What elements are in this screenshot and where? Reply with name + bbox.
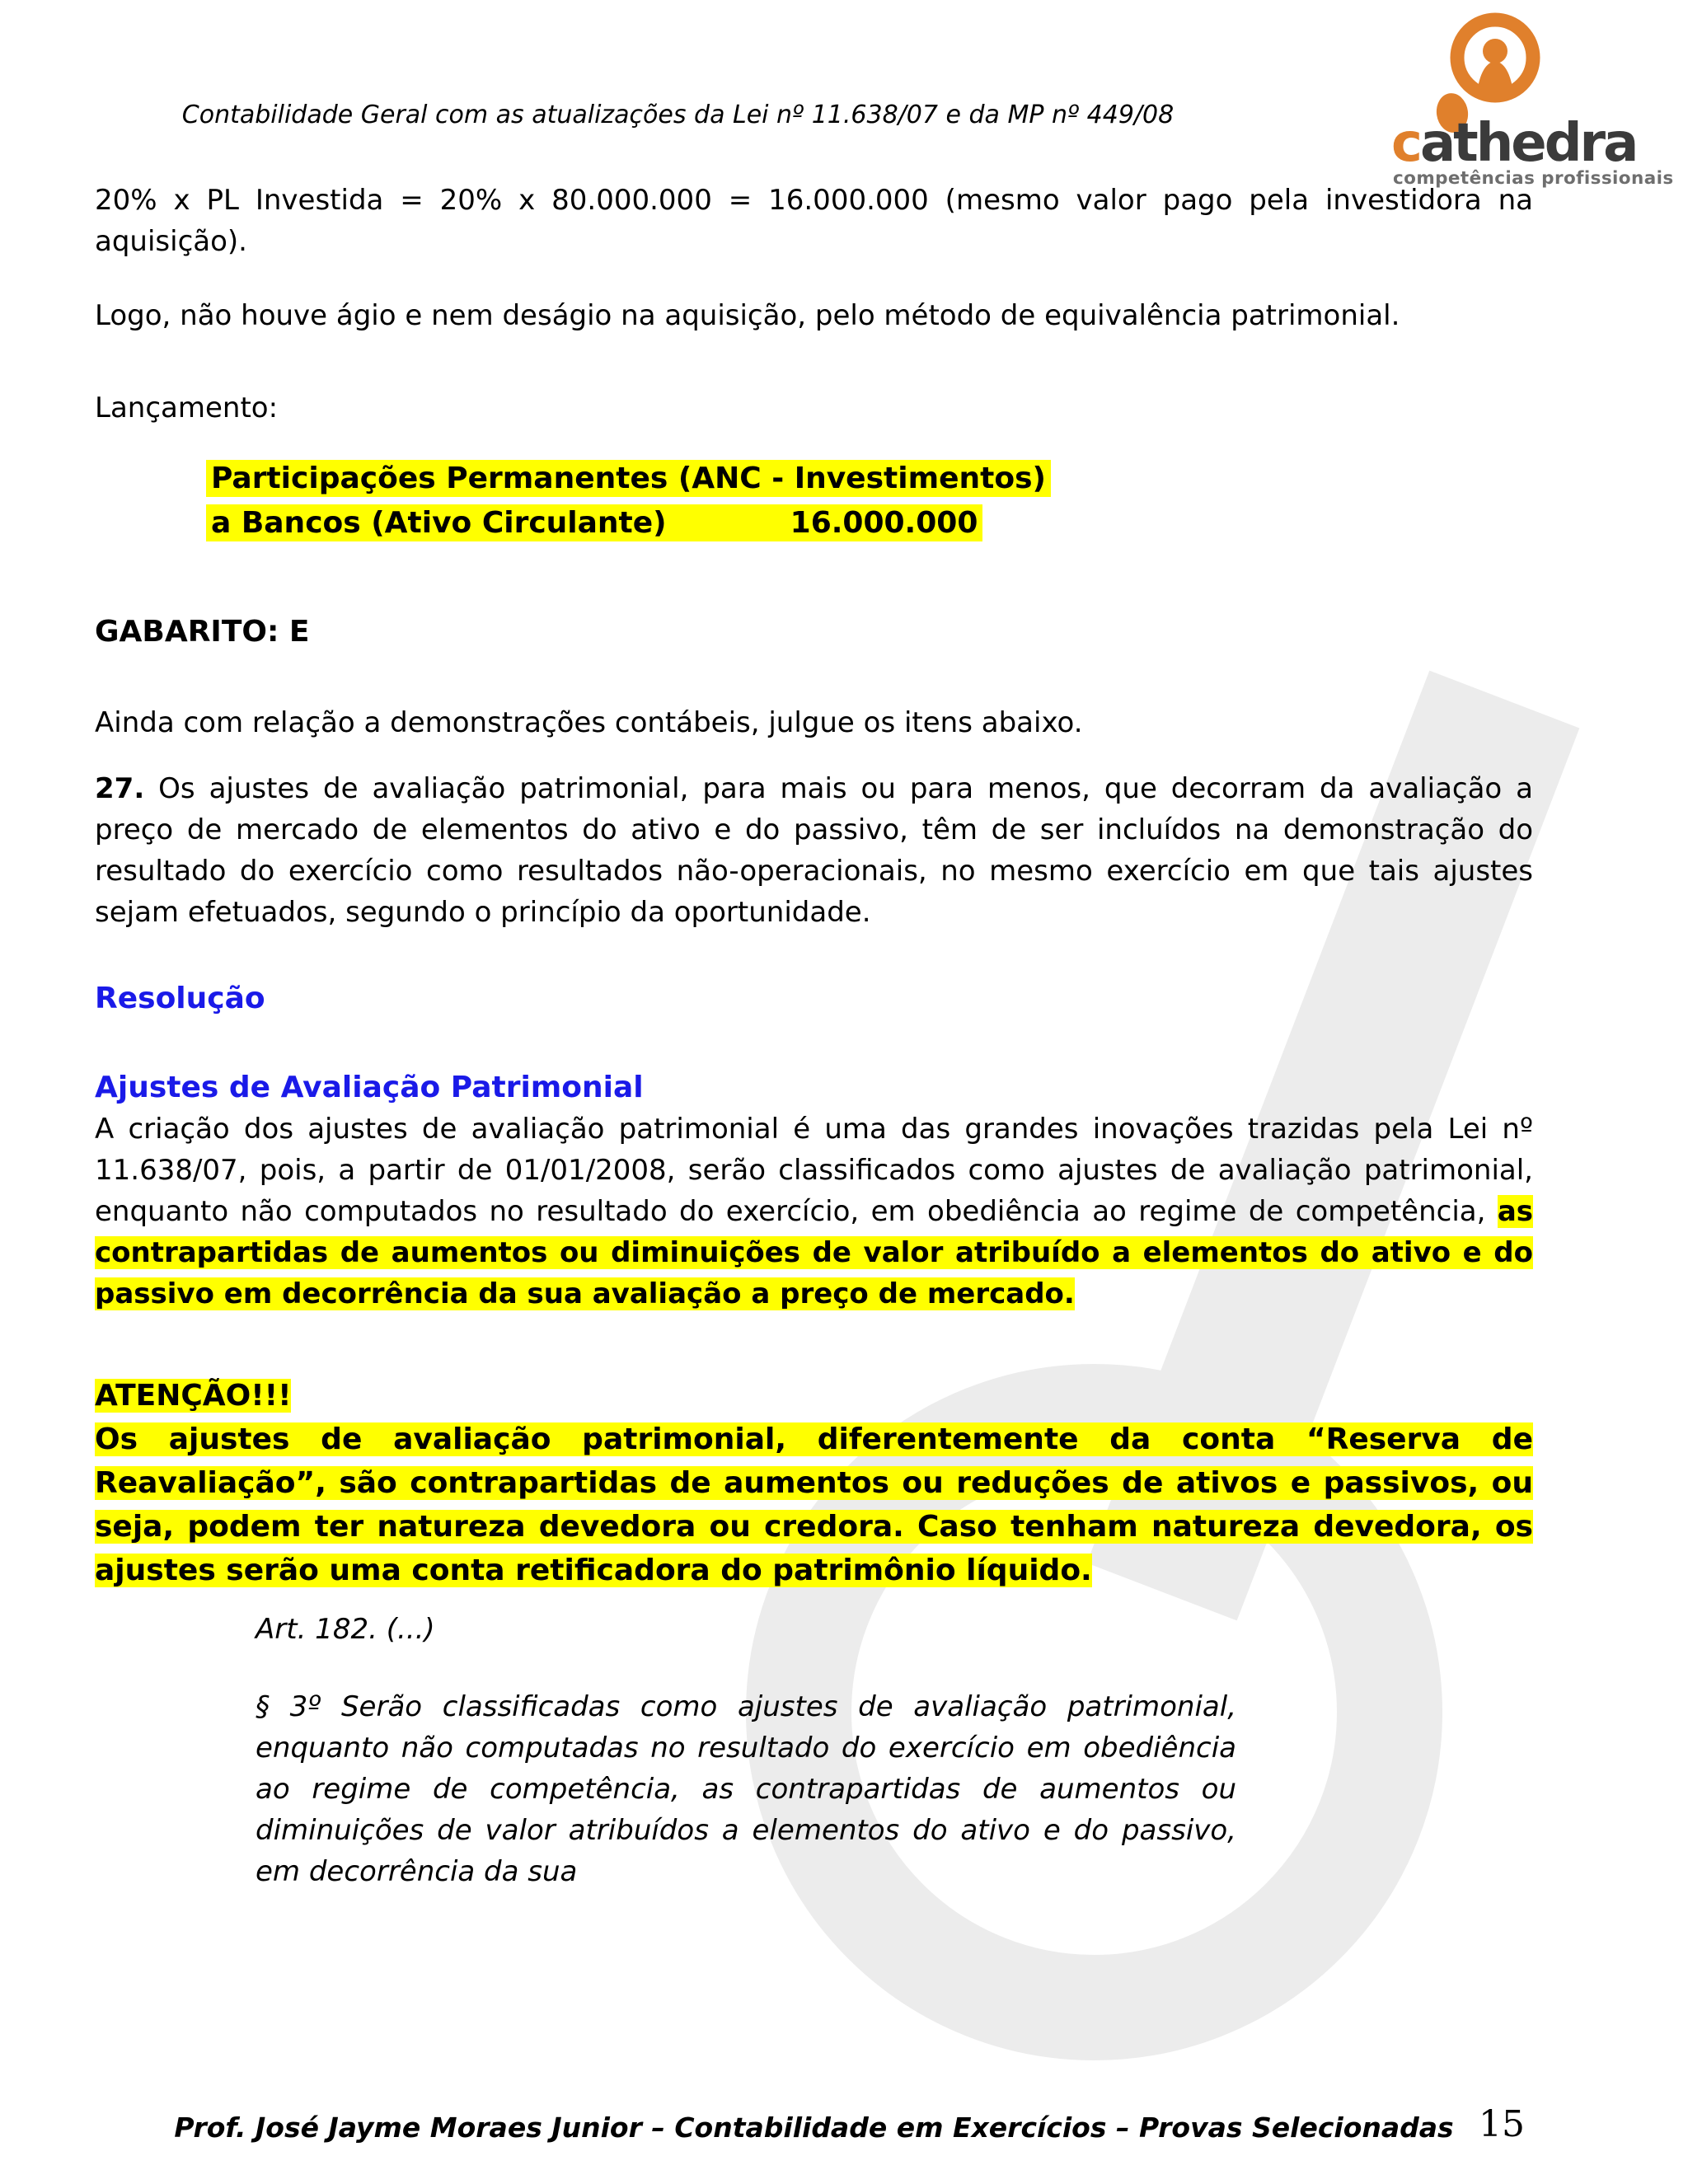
ajustes-paragraph: A criação dos ajustes de avaliação patrimonial é uma das grandes inovações trazidas pela Lei nº 11.638/07, pois, a partir de 01/01/2008, serão classificados como ajustes de avaliação patrimonial, enquanto não computados no resultado do exercício, em obediência ao regime de competência, as contrapartidas de aumentos ou diminuições de valor atribuído a elementos do ativo e do passivo em decorrência da sua avaliação a preço de mercado. xyxy=(95,1113,1533,1310)
topic-heading: Ajustes de Avaliação Patrimonial xyxy=(95,1071,644,1104)
logo-wordmark-rest: athedra xyxy=(1419,113,1637,174)
entry-line-2 xyxy=(206,501,1533,546)
entry-line-1: Participações Permanentes (ANC - Investimentos) xyxy=(206,457,1533,501)
gabarito-heading: GABARITO: E xyxy=(95,615,310,649)
atencao-label: ATENÇÃO!!! xyxy=(95,1379,292,1413)
entry-line-2-amount: 16.000.000 xyxy=(790,506,978,540)
question-27-paragraph xyxy=(95,768,1533,933)
paragraph-3-quote: § 3º Serão classificadas como ajustes de avaliação patrimonial, enquanto não computadas no resultado do exercício em obediência ao regime de competência, as contrapartidas de aumentos ou diminuições de valor atribuídos a elementos do ativo e do passivo, em decorrência da sua xyxy=(256,1690,1236,1888)
lancamento-label: Lançamento: xyxy=(95,391,279,424)
header-title: Contabilidade Geral com as atualizações da Lei nº 11.638/07 e da MP nº 449/08 xyxy=(181,101,1175,129)
formula-paragraph: 20% x PL Investida = 20% x 80.000.000 = 16.000.000 (mesmo valor pago pela investidora na aquisição). xyxy=(95,184,1533,258)
conclusion-paragraph: Logo, não houve ágio e nem deságio na aquisição, pelo método de equivalência patrimonial. xyxy=(95,299,1400,332)
intro-paragraph: Ainda com relação a demonstrações contábeis, julgue os itens abaixo. xyxy=(95,706,1083,739)
page-number: 15 xyxy=(1479,2103,1525,2145)
footer-credit: Prof. José Jayme Moraes Junior – Contabilidade em Exercícios – Provas Selecionadas xyxy=(174,2111,1454,2144)
journal-entry-block xyxy=(206,457,1533,546)
entry-line-2-account: a Bancos (Ativo Circulante) xyxy=(211,506,667,540)
art-182-quote: Art. 182. (...) xyxy=(256,1613,435,1646)
question-number: 27. xyxy=(95,772,145,805)
logo-tagline: competências profissionais xyxy=(1393,168,1674,189)
logo-wordmark-c: c xyxy=(1391,113,1420,174)
question-text: Os ajustes de avaliação patrimonial, para mais ou para menos, que decorram da avaliação a preço de mercado de elementos do ativo e do passivo, têm de ser incluídos na demonstração do resultado do exercício como resultados não-operacionais, no mesmo exercício em que tais ajustes sejam efetuados, segundo o princípio da oportunidade. xyxy=(95,772,1533,929)
atencao-paragraph: Os ajustes de avaliação patrimonial, diferentemente da conta “Reserva de Reavaliação”, são contrapartidas de aumentos ou reduções de ativos e passivos, ou seja, podem ter natureza devedora ou credora. Caso tenham natureza devedora, os ajustes serão uma conta retificadora do patrimônio líquido. xyxy=(95,1422,1533,1587)
resolution-heading: Resolução xyxy=(95,982,265,1015)
